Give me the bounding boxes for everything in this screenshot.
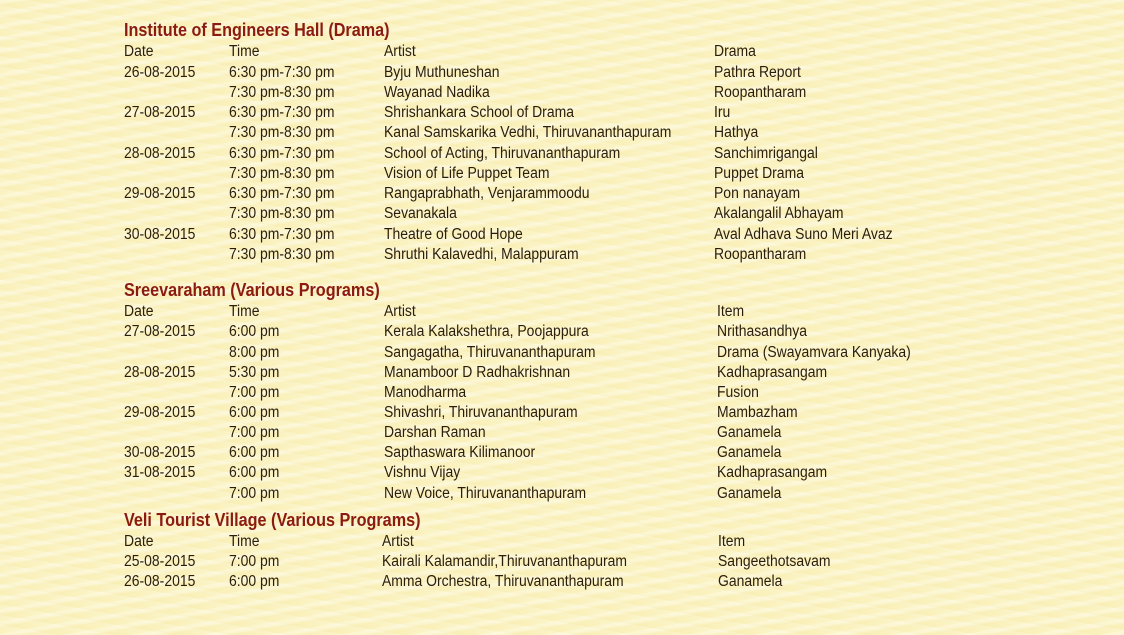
cell-time: 7:30 pm-8:30 pm — [229, 246, 335, 263]
table-row — [0, 144, 1124, 164]
cell-item: Sangeethotsavam — [718, 553, 831, 570]
table-row — [0, 443, 1124, 463]
cell-time: 7:30 pm-8:30 pm — [229, 84, 335, 101]
section-title: Institute of Engineers Hall (Drama) — [124, 20, 390, 40]
table-row — [0, 463, 1124, 483]
cell-item: Ganamela — [717, 485, 782, 502]
table-row — [0, 403, 1124, 423]
header-artist: Artist — [384, 303, 416, 320]
cell-date: 28-08-2015 — [124, 145, 196, 162]
cell-item: Drama (Swayamvara Kanyaka) — [717, 344, 911, 361]
cell-date: 26-08-2015 — [124, 573, 196, 590]
cell-time: 6:00 pm — [229, 404, 280, 421]
cell-time: 6:30 pm-7:30 pm — [229, 145, 335, 162]
cell-time: 7:00 pm — [229, 553, 280, 570]
cell-drama: Pathra Report — [714, 64, 801, 81]
cell-time: 7:30 pm-8:30 pm — [229, 124, 335, 141]
table-row — [0, 83, 1124, 103]
cell-artist: Manodharma — [384, 384, 467, 401]
section-title: Sreevaraham (Various Programs) — [124, 280, 380, 300]
cell-date: 27-08-2015 — [124, 104, 196, 121]
cell-drama: Roopantharam — [714, 84, 807, 101]
cell-artist: Vision of Life Puppet Team — [384, 165, 550, 182]
table-header-row — [0, 532, 1124, 552]
table-row — [0, 383, 1124, 403]
header-item: Item — [718, 533, 746, 550]
header-date: Date — [124, 303, 154, 320]
header-time: Time — [229, 43, 260, 60]
table-row — [0, 423, 1124, 443]
table-row — [0, 552, 1124, 572]
cell-time: 6:30 pm-7:30 pm — [229, 104, 335, 121]
table-row — [0, 572, 1124, 592]
header-date: Date — [124, 533, 154, 550]
table-row — [0, 225, 1124, 245]
table-row — [0, 184, 1124, 204]
cell-drama: Sanchimrigangal — [714, 145, 818, 162]
table-row — [0, 245, 1124, 265]
header-time: Time — [229, 533, 260, 550]
cell-date: 30-08-2015 — [124, 444, 196, 461]
cell-time: 6:00 pm — [229, 464, 280, 481]
cell-artist: Shrishankara School of Drama — [384, 104, 574, 121]
header-item: Item — [717, 303, 745, 320]
cell-item: Kadhaprasangam — [717, 364, 828, 381]
cell-artist: Sapthaswara Kilimanoor — [384, 444, 536, 461]
table-row — [0, 484, 1124, 504]
cell-date: 30-08-2015 — [124, 226, 196, 243]
cell-drama: Hathya — [714, 124, 759, 141]
cell-time: 5:30 pm — [229, 364, 280, 381]
table-header-row — [0, 42, 1124, 62]
table-header-row — [0, 302, 1124, 322]
cell-drama: Iru — [714, 104, 731, 121]
cell-time: 7:30 pm-8:30 pm — [229, 165, 335, 182]
section-title: Veli Tourist Village (Various Programs) — [124, 510, 421, 530]
cell-artist: Kairali Kalamandir,Thiruvananthapuram — [382, 553, 628, 570]
cell-time: 6:00 pm — [229, 573, 280, 590]
cell-artist: Theatre of Good Hope — [384, 226, 523, 243]
cell-drama: Akalangalil Abhayam — [714, 205, 844, 222]
table-row — [0, 322, 1124, 342]
cell-date: 31-08-2015 — [124, 464, 196, 481]
cell-time: 6:30 pm-7:30 pm — [229, 185, 335, 202]
cell-item: Ganamela — [717, 444, 782, 461]
cell-item: Nrithasandhya — [717, 323, 807, 340]
cell-artist: Vishnu Vijay — [384, 464, 461, 481]
cell-time: 6:00 pm — [229, 444, 280, 461]
cell-date: 25-08-2015 — [124, 553, 196, 570]
cell-drama: Puppet Drama — [714, 165, 804, 182]
cell-drama: Aval Adhava Suno Meri Avaz — [714, 226, 893, 243]
table-row — [0, 363, 1124, 383]
cell-time: 7:00 pm — [229, 424, 280, 441]
cell-artist: Shruthi Kalavedhi, Malappuram — [384, 246, 579, 263]
cell-drama: Pon nanayam — [714, 185, 801, 202]
cell-artist: Kerala Kalakshethra, Poojappura — [384, 323, 589, 340]
table-row — [0, 164, 1124, 184]
cell-artist: Darshan Raman — [384, 424, 486, 441]
header-drama: Drama — [714, 43, 756, 60]
cell-item: Fusion — [717, 384, 759, 401]
cell-artist: Amma Orchestra, Thiruvananthapuram — [382, 573, 624, 590]
cell-time: 8:00 pm — [229, 344, 280, 361]
cell-artist: New Voice, Thiruvananthapuram — [384, 485, 587, 502]
cell-time: 6:30 pm-7:30 pm — [229, 226, 335, 243]
cell-artist: Sevanakala — [384, 205, 457, 222]
header-time: Time — [229, 303, 260, 320]
cell-date: 29-08-2015 — [124, 404, 196, 421]
cell-artist: Kanal Samskarika Vedhi, Thiruvananthapuram — [384, 124, 672, 141]
cell-artist: Wayanad Nadika — [384, 84, 490, 101]
cell-item: Mambazham — [717, 404, 798, 421]
cell-artist: Manamboor D Radhakrishnan — [384, 364, 571, 381]
table-row — [0, 204, 1124, 224]
table-row — [0, 123, 1124, 143]
cell-artist: Shivashri, Thiruvananthapuram — [384, 404, 578, 421]
cell-item: Ganamela — [717, 424, 782, 441]
cell-time: 7:30 pm-8:30 pm — [229, 205, 335, 222]
header-artist: Artist — [382, 533, 414, 550]
cell-artist: Sangagatha, Thiruvananthapuram — [384, 344, 596, 361]
table-row — [0, 63, 1124, 83]
cell-time: 6:30 pm-7:30 pm — [229, 64, 335, 81]
cell-date: 28-08-2015 — [124, 364, 196, 381]
cell-item: Ganamela — [718, 573, 783, 590]
cell-date: 29-08-2015 — [124, 185, 196, 202]
cell-time: 7:00 pm — [229, 384, 280, 401]
cell-artist: Rangaprabhath, Venjarammoodu — [384, 185, 590, 202]
cell-item: Kadhaprasangam — [717, 464, 828, 481]
table-row — [0, 103, 1124, 123]
cell-date: 27-08-2015 — [124, 323, 196, 340]
cell-time: 7:00 pm — [229, 485, 280, 502]
header-date: Date — [124, 43, 154, 60]
cell-artist: Byju Muthuneshan — [384, 64, 500, 81]
cell-date: 26-08-2015 — [124, 64, 196, 81]
cell-artist: School of Acting, Thiruvananthapuram — [384, 145, 621, 162]
table-row — [0, 343, 1124, 363]
cell-time: 6:00 pm — [229, 323, 280, 340]
cell-drama: Roopantharam — [714, 246, 807, 263]
header-artist: Artist — [384, 43, 416, 60]
